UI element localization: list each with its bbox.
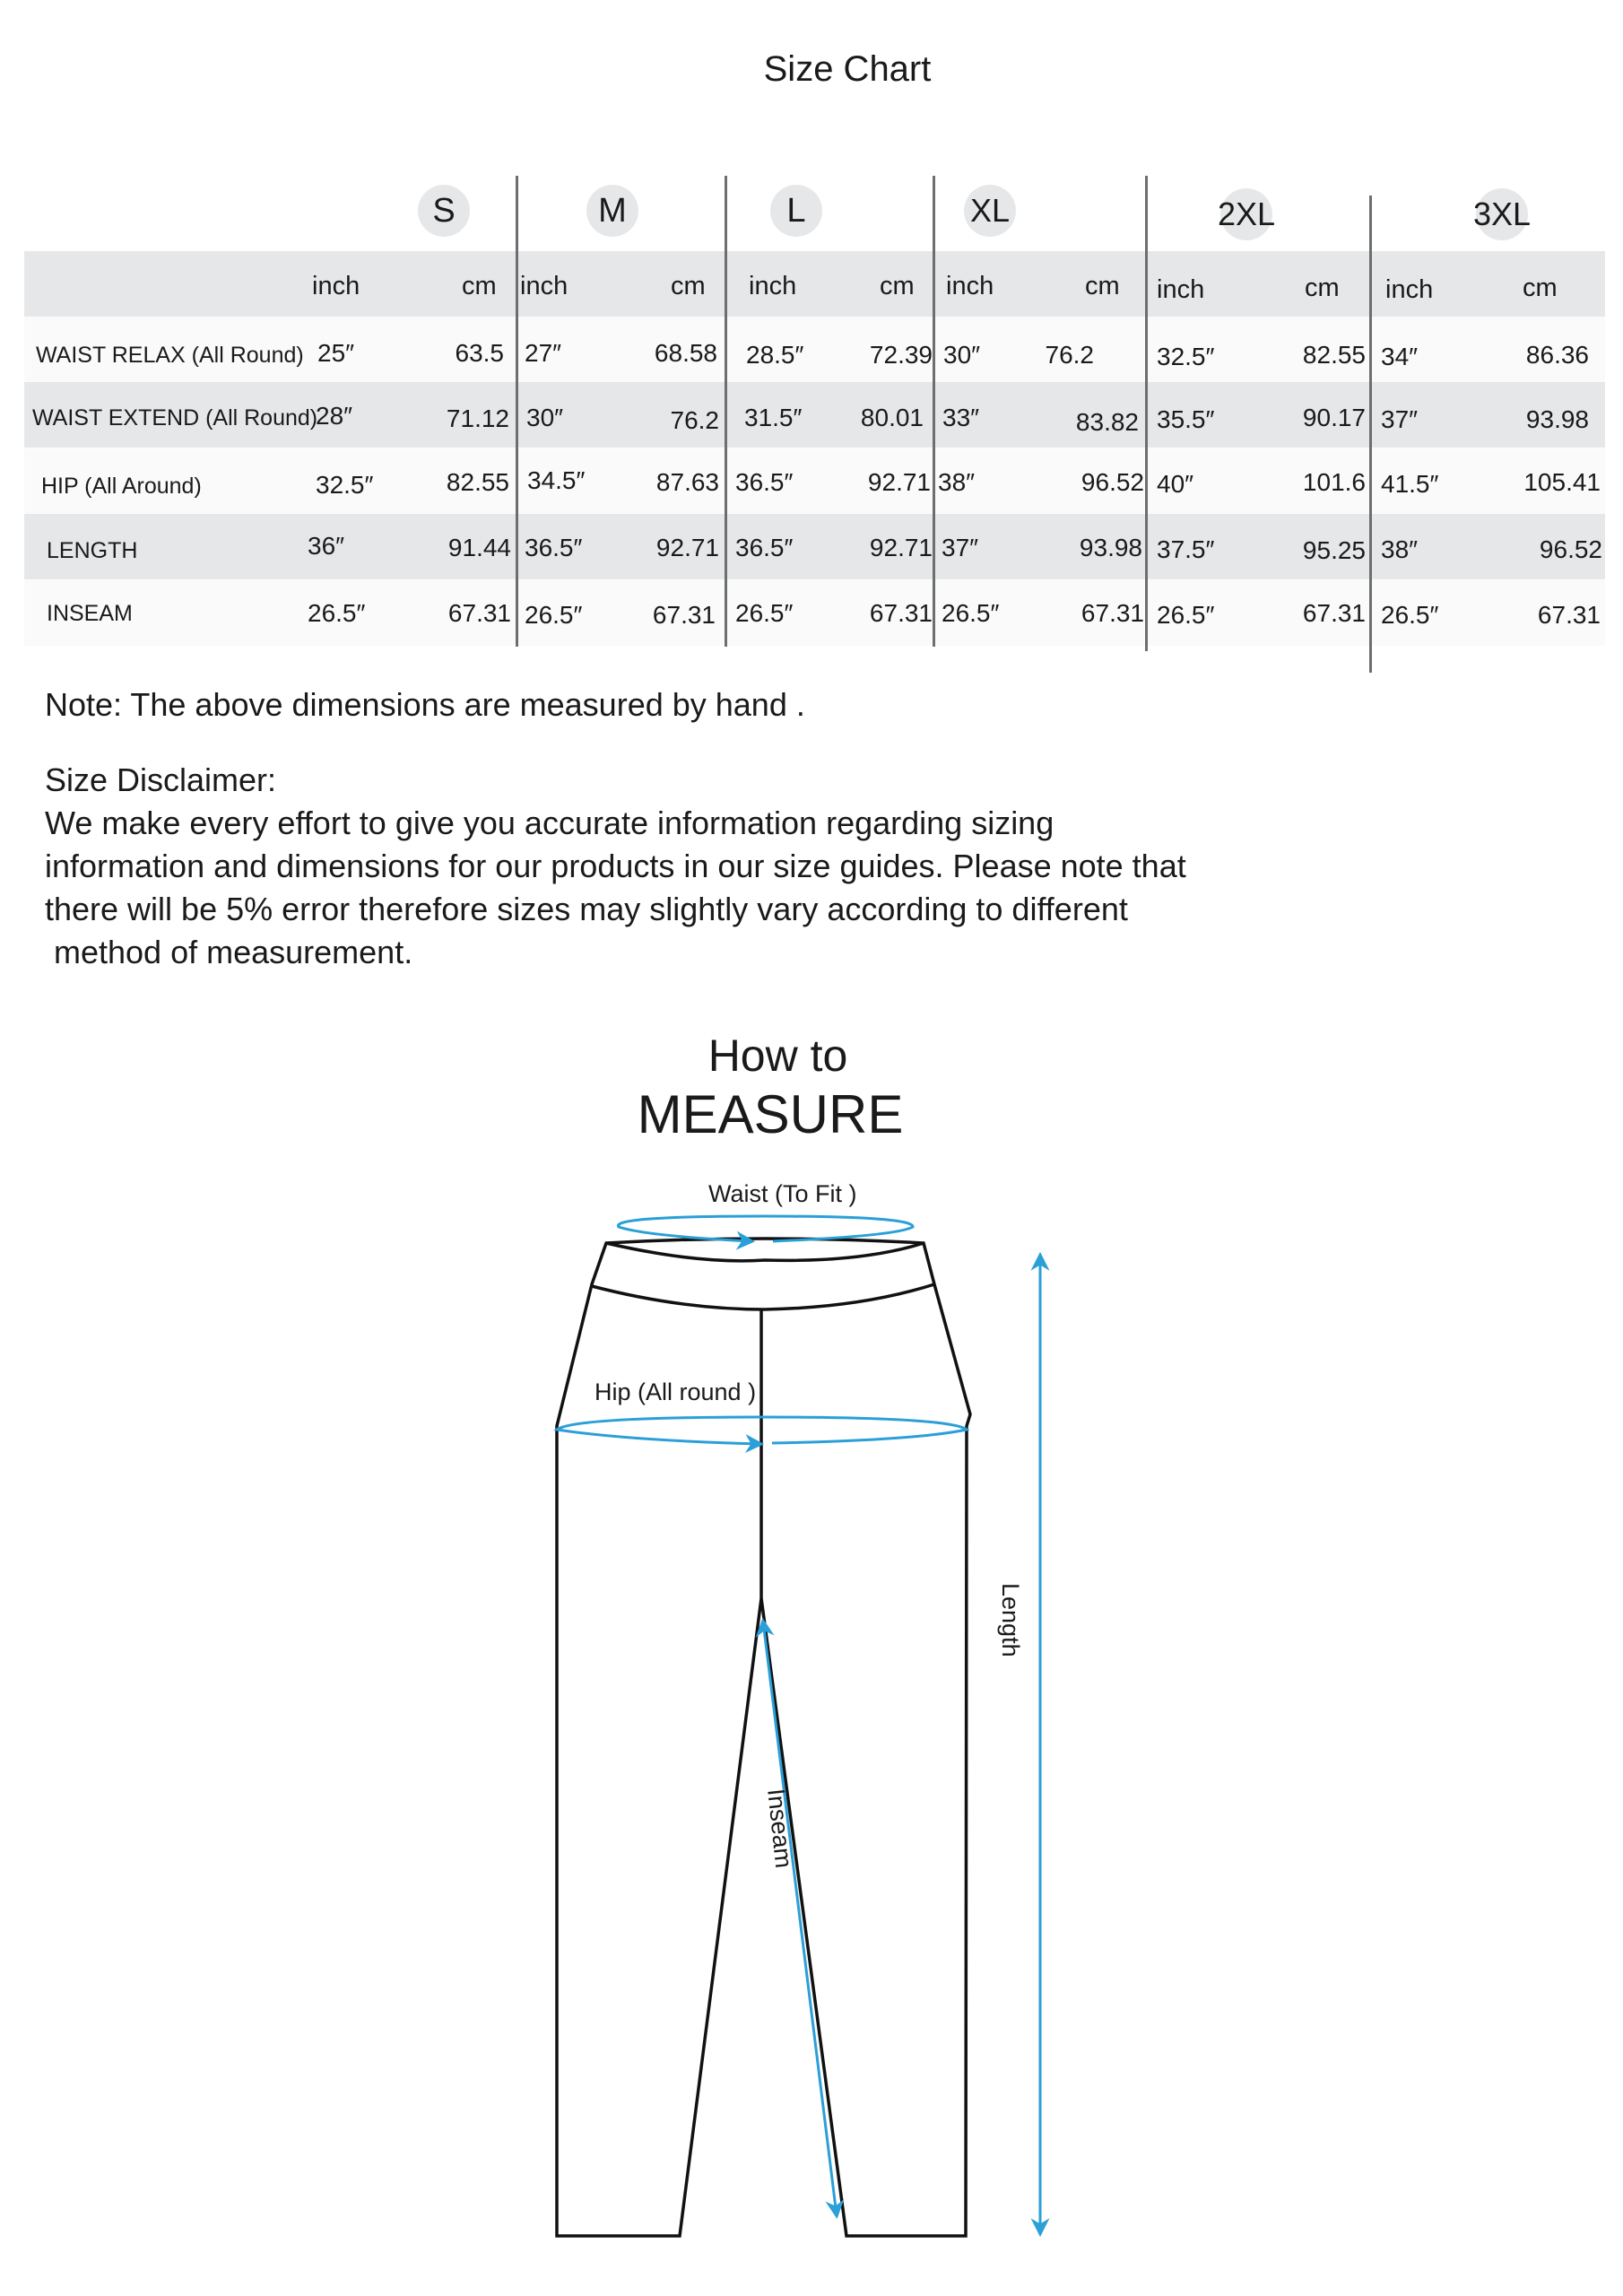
row-label: WAIST EXTEND (All Round)	[32, 405, 318, 430]
waist-label: Waist (To Fit )	[708, 1180, 857, 1207]
size-header-3xl: 3XL	[1476, 188, 1528, 240]
cell-inch: 38″	[1381, 535, 1419, 563]
cell-cm: 67.31	[1081, 599, 1144, 627]
disclaimer-line: We make every effort to give you accurate information regarding sizing	[45, 804, 1055, 841]
unit-cm: cm	[671, 272, 706, 300]
disclaimer-line: there will be 5% error therefore sizes may slightly vary according to different	[45, 891, 1128, 927]
unit-cm: cm	[880, 272, 915, 300]
disclaimer-line: method of measurement.	[45, 934, 413, 970]
cell-inch: 37″	[1381, 405, 1419, 433]
cell-cm: 68.58	[654, 339, 717, 367]
cell-cm: 93.98	[1079, 534, 1142, 561]
cell-cm: 93.98	[1525, 405, 1589, 433]
cell-cm: 67.31	[1302, 599, 1366, 627]
measurement-note: Note: The above dimensions are measured by hand .	[45, 686, 805, 723]
cell-cm: 92.71	[655, 534, 719, 561]
cell-inch: 36.5″	[735, 534, 794, 561]
cell-inch: 34.5″	[527, 466, 586, 494]
unit-inch: inch	[946, 272, 994, 300]
cell-inch: 30″	[526, 404, 564, 431]
row-label: HIP (All Around)	[41, 474, 202, 499]
cell-cm: 105.41	[1523, 468, 1601, 496]
page-title: Size Chart	[763, 49, 932, 89]
cell-cm: 91.44	[447, 534, 511, 561]
cell-inch: 33″	[942, 404, 980, 431]
cell-cm: 82.55	[446, 468, 509, 496]
cell-inch: 32.5″	[1157, 343, 1215, 370]
cell-inch: 26.5″	[1381, 601, 1439, 629]
cell-cm: 92.71	[869, 534, 933, 561]
unit-cm: cm	[462, 272, 497, 300]
size-header-l: L	[770, 185, 822, 237]
cell-inch: 36.5″	[735, 468, 794, 496]
disclaimer-line: information and dimensions for our products in our size guides. Please note that	[45, 848, 1186, 884]
unit-inch: inch	[1385, 275, 1434, 304]
cell-cm: 83.82	[1075, 408, 1139, 436]
cell-cm: 67.31	[447, 599, 511, 627]
size-header-s: S	[418, 185, 470, 237]
unit-inch: inch	[520, 272, 568, 300]
measure-heading: MEASURE	[637, 1084, 904, 1144]
cell-cm: 67.31	[1537, 601, 1601, 629]
cell-cm: 72.39	[869, 341, 933, 369]
how-to-heading: How to	[707, 1031, 848, 1081]
cell-inch: 26.5″	[942, 599, 1000, 627]
cell-inch: 41.5″	[1381, 470, 1439, 498]
cell-inch: 40″	[1157, 470, 1194, 498]
cell-cm: 87.63	[655, 468, 719, 496]
cell-inch: 26.5″	[1157, 601, 1215, 629]
disclaimer-heading: Size Disclaimer:	[45, 761, 277, 798]
cell-cm: 76.2	[1045, 341, 1094, 369]
cell-inch: 37.5″	[1157, 535, 1215, 563]
cell-cm: 86.36	[1525, 341, 1589, 369]
unit-cm: cm	[1085, 272, 1120, 300]
row-label: WAIST RELAX (All Round)	[36, 343, 304, 368]
cell-cm: 71.12	[446, 404, 509, 432]
inseam-label: Inseam	[762, 1787, 798, 1870]
cell-inch: 26.5″	[525, 601, 583, 629]
cell-cm: 96.52	[1539, 535, 1602, 563]
cell-inch: 28″	[316, 402, 353, 430]
cell-cm: 95.25	[1302, 536, 1366, 564]
cell-cm: 90.17	[1302, 404, 1366, 431]
cell-cm: 67.31	[652, 601, 716, 629]
cell-cm: 63.5	[455, 339, 504, 367]
cell-inch: 30″	[943, 341, 981, 369]
row-label: INSEAM	[47, 601, 133, 626]
cell-inch: 26.5″	[308, 599, 366, 627]
unit-inch: inch	[749, 272, 797, 300]
cell-inch: 35.5″	[1157, 405, 1215, 433]
unit-inch: inch	[1157, 275, 1205, 304]
size-header-xl: XL	[964, 185, 1016, 237]
cell-inch: 26.5″	[735, 599, 794, 627]
cell-inch: 36.5″	[525, 534, 583, 561]
cell-inch: 31.5″	[744, 404, 803, 431]
inseam-arrow-icon	[763, 1622, 837, 2215]
cell-inch: 38″	[938, 468, 976, 496]
cell-cm: 96.52	[1081, 468, 1144, 496]
cell-inch: 25″	[317, 339, 355, 367]
unit-inch: inch	[312, 272, 360, 300]
cell-cm: 92.71	[867, 468, 931, 496]
cell-inch: 34″	[1381, 343, 1419, 370]
unit-cm: cm	[1305, 274, 1340, 302]
hip-label: Hip (All round )	[595, 1378, 757, 1405]
cell-cm: 101.6	[1302, 468, 1366, 496]
size-header-2xl: 2XL	[1220, 188, 1272, 240]
unit-cm: cm	[1523, 274, 1558, 302]
cell-inch: 36″	[308, 532, 345, 560]
cell-inch: 37″	[942, 534, 979, 561]
cell-cm: 80.01	[860, 404, 924, 431]
cell-inch: 27″	[525, 339, 562, 367]
length-label: Length	[997, 1583, 1024, 1657]
row-label: LENGTH	[47, 538, 138, 563]
cell-cm: 82.55	[1302, 341, 1366, 369]
size-header-m: M	[586, 185, 638, 237]
cell-cm: 76.2	[670, 406, 719, 434]
cell-inch: 32.5″	[316, 471, 374, 499]
cell-cm: 67.31	[869, 599, 933, 627]
cell-inch: 28.5″	[746, 341, 804, 369]
